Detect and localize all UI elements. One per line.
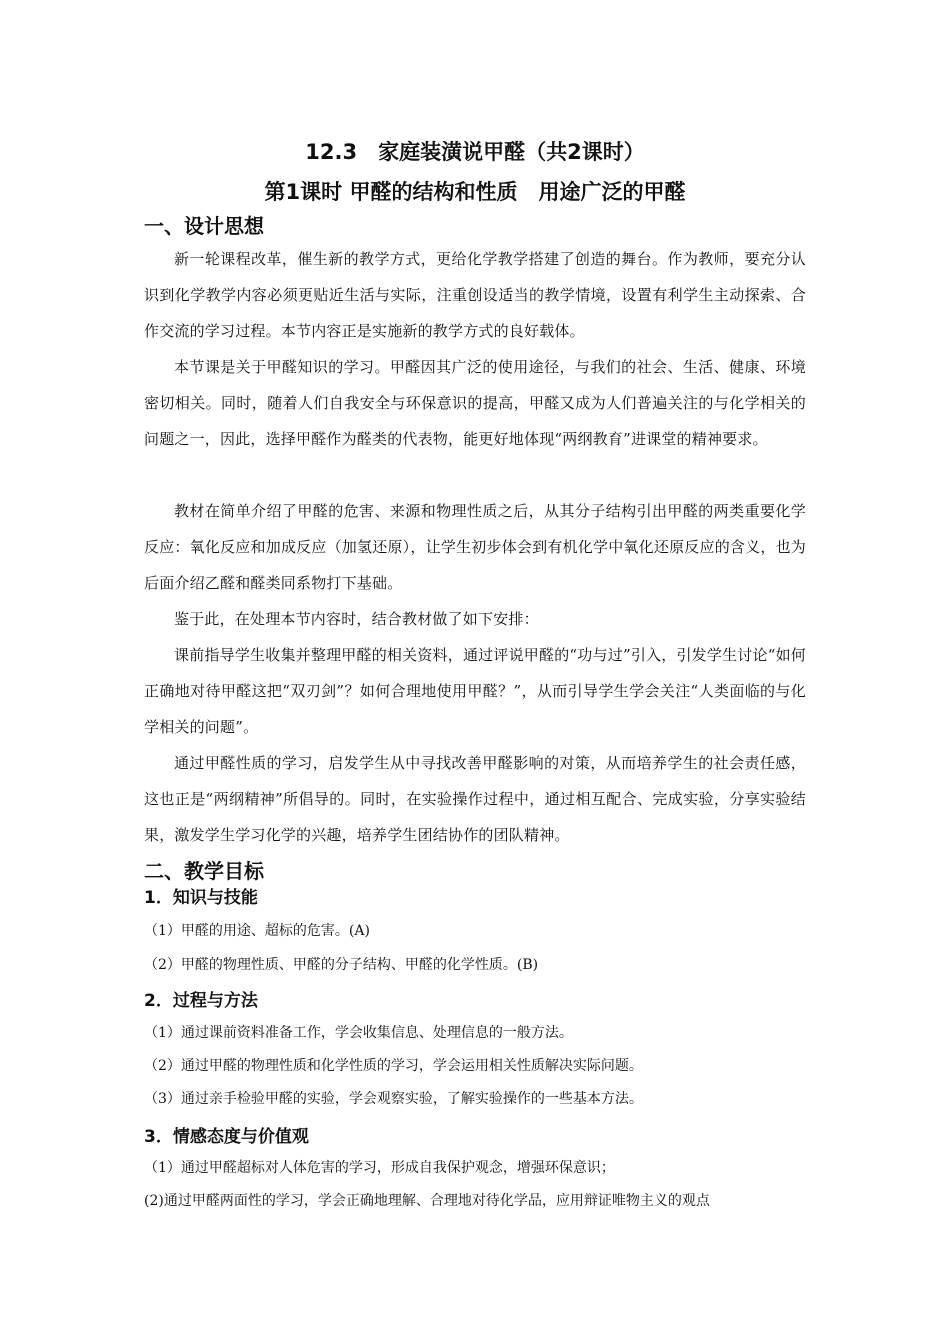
paragraph-2: 本节课是关于甲醛知识的学习。甲醛因其广泛的使用途径，与我们的社会、生活、健康、环境密切相关。同时，随着人们自我安全与环保意识的提高，甲醛又成为人们普遍关注的与化学相关的问题之一，因此，选择甲醛作为醛类的代表物，能更好地体现“两纲教育”进课堂的精神要求。	[144, 358, 806, 448]
paragraph-3: 教材在简单介绍了甲醛的危害、来源和物理性质之后，从其分子结构引出甲醛的两类重要化学反应：氧化反应和加成反应（加氢还原），让学生初步体会到有机化学中氧化还原反应的含义，也为后面介绍乙醛和醛类同系物打下基础。	[144, 502, 806, 592]
subheading-values: 3．情感态度与价值观	[144, 1127, 309, 1147]
section-heading-design: 一、设计思想	[144, 214, 264, 238]
list-item: （1）通过甲醛超标对人体危害的学习，形成自我保护观念，增强环保意识；	[144, 1160, 615, 1176]
lesson-subtitle: 第1课时 甲醛的结构和性质 用途广泛的甲醛	[264, 180, 686, 204]
paragraph-5: 课前指导学生收集并整理甲醛的相关资料，通过评说甲醛的“功与过”引入，引发学生讨论“如何正确地对待甲醛这把“双刃剑”？如何合理地使用甲醛？”，从而引导学生学会关注“人类面临的与化学相关的问题”。	[144, 646, 806, 736]
list-item: （3）通过亲手检验甲醛的实验，学会观察实验，了解实验操作的一些基本方法。	[144, 1091, 643, 1107]
document-title: 12.3 家庭装潢说甲醛（共2课时）	[305, 140, 645, 164]
subheading-knowledge: 1．知识与技能	[144, 888, 258, 908]
subheading-process: 2．过程与方法	[144, 991, 258, 1011]
section-heading-objectives: 二、教学目标	[144, 859, 264, 883]
list-item: （1）通过课前资料准备工作，学会收集信息、处理信息的一般方法。	[144, 1025, 573, 1041]
paragraph-4: 鉴于此，在处理本节内容时，结合教材做了如下安排：	[174, 610, 539, 628]
list-item: （2）通过甲醛的物理性质和化学性质的学习，学会运用相关性质解决实际问题。	[144, 1058, 643, 1074]
paragraph-6: 通过甲醛性质的学习，启发学生从中寻找改善甲醛影响的对策，从而培养学生的社会责任感，这也正是“两纲精神”所倡导的。同时，在实验操作过程中，通过相互配合、完成实验，分享实验结果，激发学生学习化学的兴趣，培养学生团结协作的团队精神。	[144, 754, 806, 844]
list-item: （2）甲醛的物理性质、甲醛的分子结构、甲醛的化学性质。(B)	[144, 957, 539, 973]
list-item: （1）甲醛的用途、超标的危害。(A)	[144, 923, 370, 939]
list-item: (2)通过甲醛两面性的学习，学会正确地理解、合理地对待化学品，应用辩证唯物主义的观点	[144, 1193, 710, 1209]
paragraph-1: 新一轮课程改革，催生新的教学方式，更给化学教学搭建了创造的舞台。作为教师，要充分认识到化学教学内容必须更贴近生活与实际，注重创设适当的教学情境，设置有利学生主动探索、合作交流的学习过程。本节内容正是实施新的教学方式的良好载体。	[144, 250, 806, 340]
